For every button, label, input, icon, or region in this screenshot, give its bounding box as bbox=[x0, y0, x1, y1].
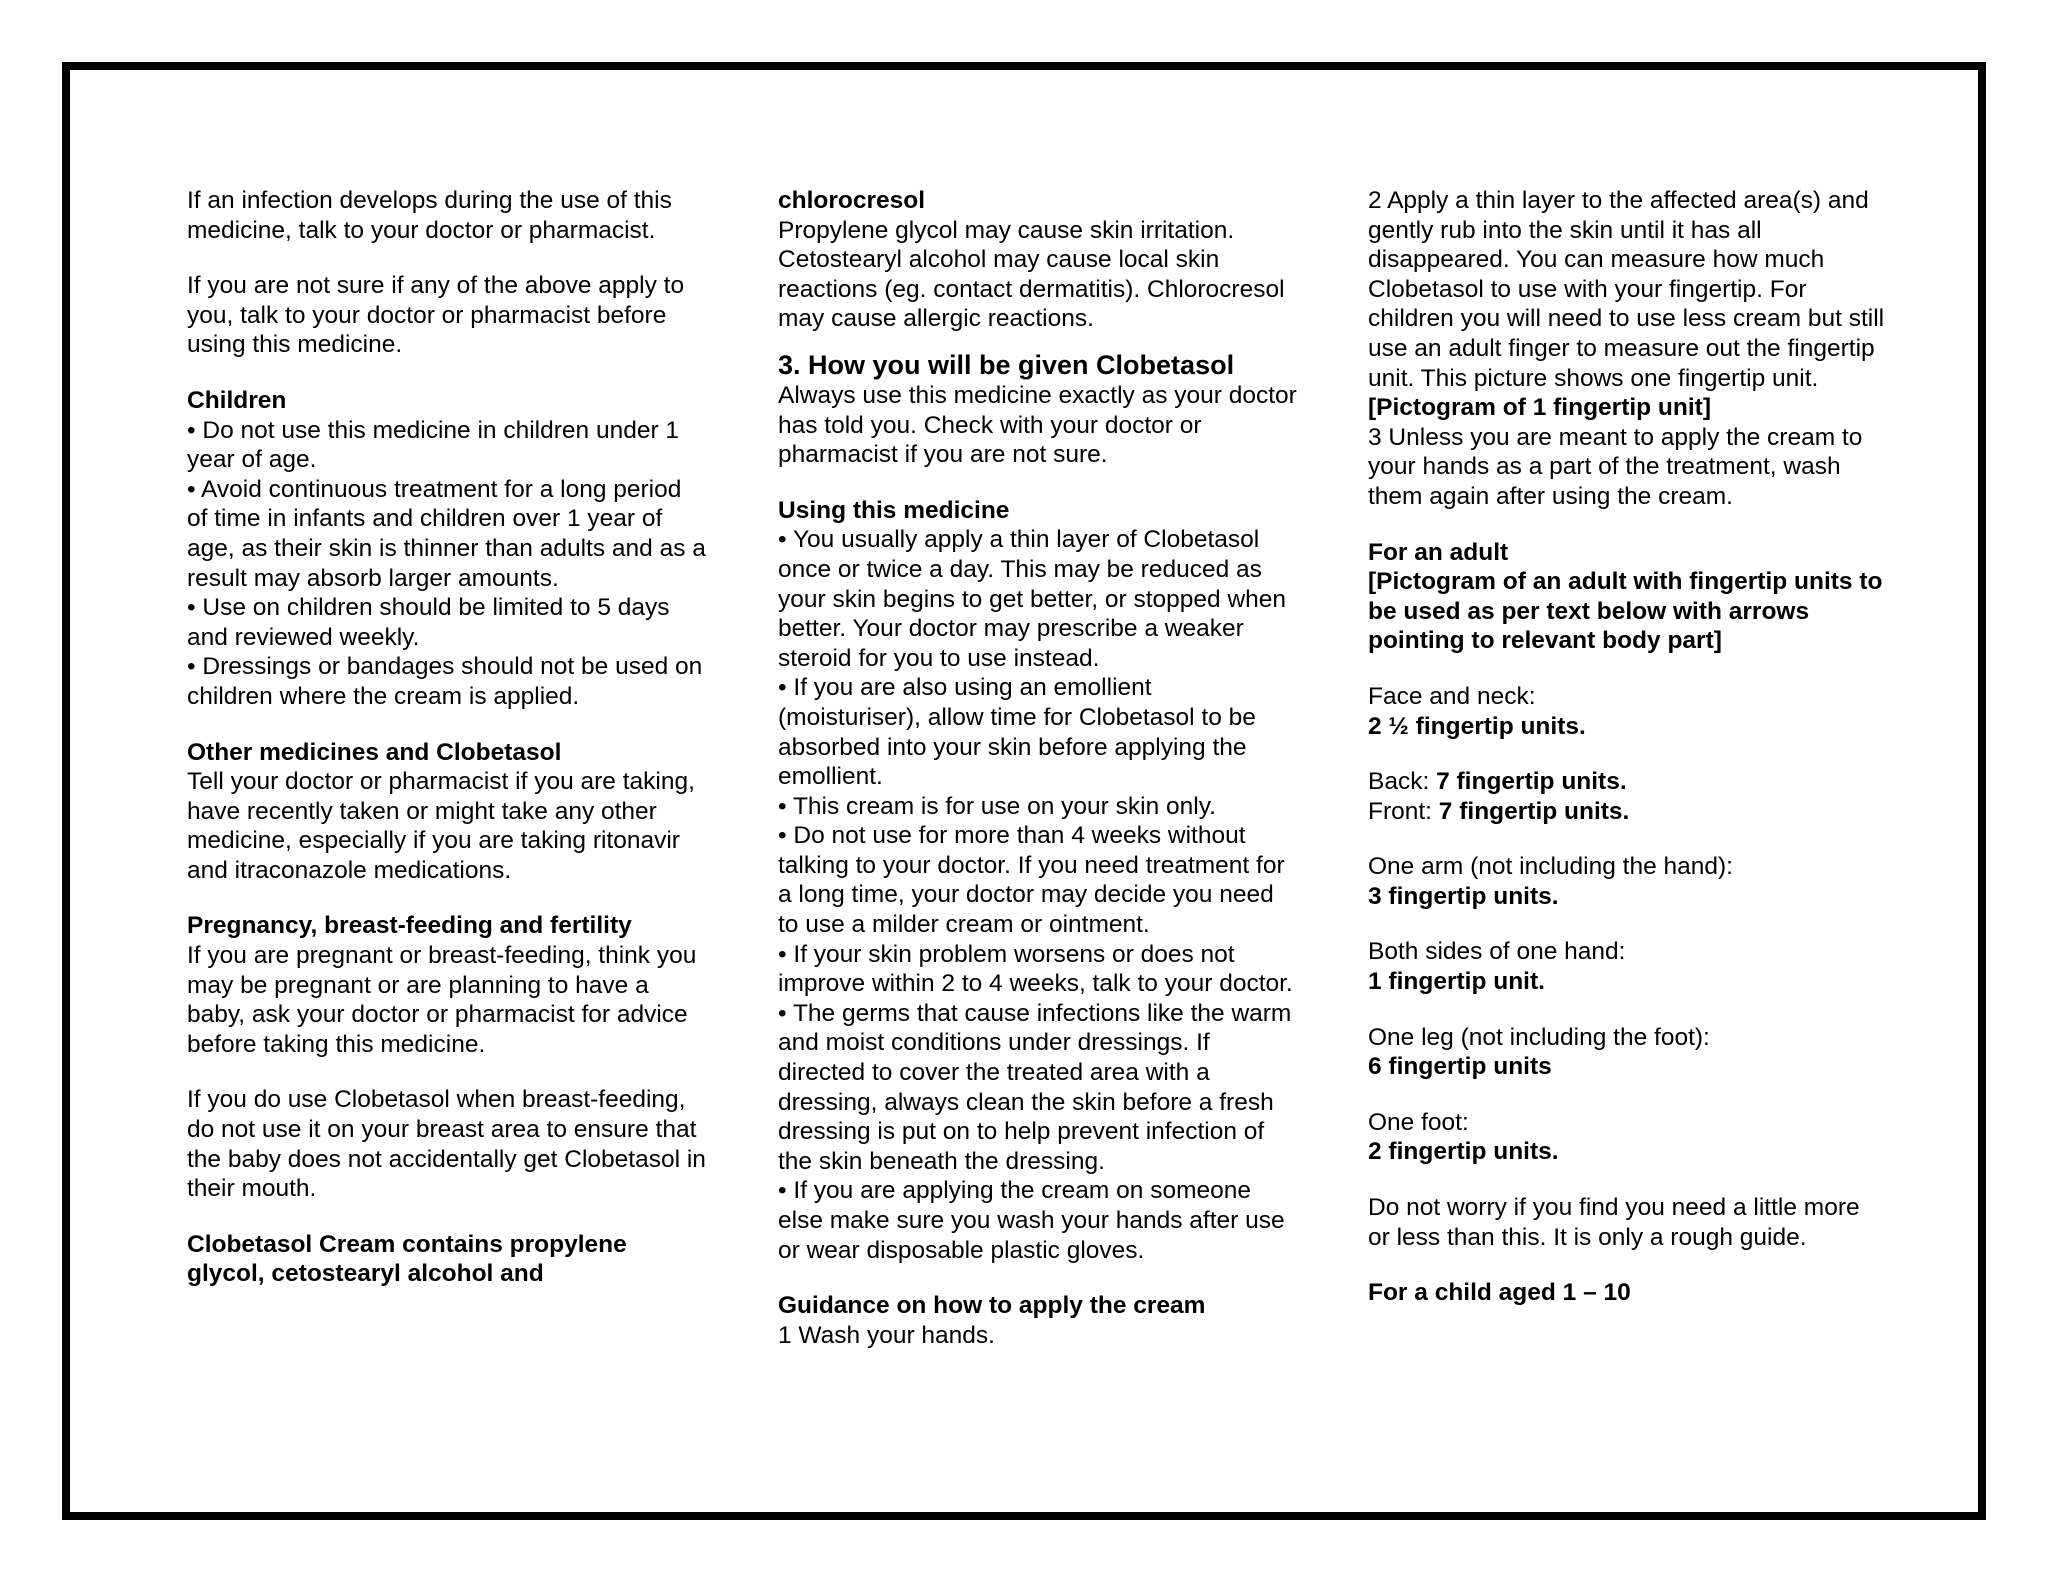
other-medicines-text: Tell your doctor or pharmacist if you are taking, have recently taken or might take any other medicine, especially if you are taking ritonavir and itraconazole medications. bbox=[187, 768, 695, 884]
column-left bbox=[187, 186, 707, 1289]
using-item: • This cream is for use on your skin only. bbox=[778, 792, 1216, 820]
dose-back bbox=[1368, 767, 1888, 797]
using-item: • You usually apply a thin layer of Clobetasol once or twice a day. This may be reduced as your skin begins to get better, or stopped when better. Your doctor may prescribe a weaker steroid for you to use instead. bbox=[778, 526, 1287, 672]
dose-label: One arm (not including the hand): bbox=[1368, 853, 1733, 881]
apply-steps bbox=[1368, 186, 1888, 512]
dose-value: 3 fingertip units. bbox=[1368, 882, 1559, 910]
section3-text: Always use this medicine exactly as your doctor has told you. Check with your doctor or pharmacist if you are not sure. bbox=[778, 381, 1297, 469]
using-item: • If your skin problem worsens or does not improve within 2 to 4 weeks, talk to your doctor. bbox=[778, 940, 1293, 998]
contains-heading-continued: chlorocresol bbox=[778, 187, 926, 214]
children-item: • Dressings or bandages should not be used on children where the cream is applied. bbox=[187, 653, 703, 710]
pregnancy-section bbox=[187, 911, 707, 1059]
children-item: • Use on children should be limited to 5 days and reviewed weekly. bbox=[187, 594, 670, 651]
guidance-section bbox=[778, 1291, 1298, 1350]
children-section bbox=[187, 386, 707, 712]
dose-label: One foot: bbox=[1368, 1108, 1469, 1136]
using-item: • The germs that cause infections like the warm and moist conditions under dressings. If directed to cover the treated area with a dressing, always clean the skin before a fresh dressing is put on to help prevent infection of the skin beneath the dressing. bbox=[778, 999, 1292, 1175]
dose-foot bbox=[1368, 1108, 1888, 1167]
guidance-step-1: 1 Wash your hands. bbox=[778, 1321, 995, 1349]
pictogram-fingertip-unit: [Pictogram of 1 fingertip unit] bbox=[1368, 394, 1711, 422]
using-heading: Using this medicine bbox=[778, 496, 1010, 524]
pregnancy-heading: Pregnancy, breast-feeding and fertility bbox=[187, 912, 632, 940]
column-middle bbox=[778, 186, 1298, 1350]
dose-label: Front: bbox=[1368, 797, 1439, 825]
dose-label: One leg (not including the foot): bbox=[1368, 1023, 1710, 1051]
contains-text: Propylene glycol may cause skin irritation. Cetostearyl alcohol may cause local skin reactions (eg. contact dermatitis). Chlorocresol may cause allergic reactions. bbox=[778, 216, 1285, 333]
dose-hand bbox=[1368, 937, 1888, 996]
guidance-step-2: 2 Apply a thin layer to the affected area(s) and gently rub into the skin until it has all disappeared. You can measure how much Clobetasol to use with your fingertip. For children you will need to use less cream but still use an adult finger to measure out the fingertip unit. This picture shows one fingertip unit. bbox=[1368, 187, 1885, 392]
dose-label: Both sides of one hand: bbox=[1368, 938, 1626, 966]
dose-back-front bbox=[1368, 767, 1888, 826]
contains-section bbox=[778, 186, 1298, 334]
dose-face bbox=[1368, 682, 1888, 741]
children-heading: Children bbox=[187, 386, 287, 414]
other-medicines-section bbox=[187, 738, 707, 886]
dose-value: 7 fingertip units. bbox=[1438, 797, 1630, 825]
other-medicines-heading: Other medicines and Clobetasol bbox=[187, 738, 562, 766]
dose-leg bbox=[1368, 1023, 1888, 1082]
dose-value: 2 ½ fingertip units. bbox=[1368, 712, 1586, 740]
pictogram-adult: [Pictogram of an adult with fingertip units to be used as per text below with arrows pointing to relevant body part] bbox=[1368, 568, 1883, 655]
children-item: • Avoid continuous treatment for a long period of time in infants and children over 1 year of age, as their skin is thinner than adults and as a result may absorb larger amounts. bbox=[187, 475, 706, 592]
dose-label: Face and neck: bbox=[1368, 682, 1536, 710]
adult-heading: For an adult bbox=[1368, 538, 1509, 566]
adult-section bbox=[1368, 538, 1888, 656]
using-item: • If you are applying the cream on someone else make sure you wash your hands after use or wear disposable plastic gloves. bbox=[778, 1177, 1285, 1264]
using-item: • If you are also using an emollient (moisturiser), allow time for Clobetasol to be absorbed into your skin before applying the emollient. bbox=[778, 674, 1256, 791]
column-right bbox=[1368, 186, 1888, 1308]
rough-guide-note: Do not worry if you find you need a little more or less than this. It is only a rough guide. bbox=[1368, 1194, 1860, 1251]
dose-label: Back: bbox=[1368, 768, 1437, 796]
dose-value: 1 fingertip unit. bbox=[1368, 968, 1545, 996]
dose-value: 7 fingertip units. bbox=[1436, 768, 1627, 796]
guidance-step-3: 3 Unless you are meant to apply the cream to your hands as a part of the treatment, wash them again after using the cream. bbox=[1368, 423, 1863, 510]
dose-arm bbox=[1368, 852, 1888, 911]
infection-paragraph: If an infection develops during the use of this medicine, talk to your doctor or pharmacist. bbox=[187, 187, 672, 244]
children-item: • Do not use this medicine in children under 1 year of age. bbox=[187, 416, 680, 474]
guidance-heading: Guidance on how to apply the cream bbox=[778, 1292, 1206, 1320]
using-section bbox=[778, 496, 1298, 1265]
dose-value: 6 fingertip units bbox=[1368, 1053, 1552, 1081]
section3 bbox=[778, 350, 1298, 470]
using-item: • Do not use for more than 4 weeks without talking to your doctor. If you need treatment for a long time, your doctor may decide you need to use a milder cream or ointment. bbox=[778, 822, 1285, 939]
pregnancy-text: If you are pregnant or breast-feeding, think you may be pregnant or are planning to have a baby, ask your doctor or pharmacist for advice before taking this medicine. bbox=[187, 942, 697, 1058]
dose-value: 2 fingertip units. bbox=[1368, 1138, 1559, 1166]
dose-front bbox=[1368, 797, 1888, 827]
contains-heading: Clobetasol Cream contains propylene glycol, cetostearyl alcohol and bbox=[187, 1230, 627, 1288]
breastfeeding-paragraph: If you do use Clobetasol when breast-feeding, do not use it on your breast area to ensure that the baby does not accidentally get Clobetasol in their mouth. bbox=[187, 1086, 706, 1203]
unsure-paragraph: If you are not sure if any of the above apply to you, talk to your doctor or pharmacist before using this medicine. bbox=[187, 272, 685, 359]
child-heading: For a child aged 1 – 10 bbox=[1368, 1279, 1631, 1307]
section3-heading: 3. How you will be given Clobetasol bbox=[778, 349, 1235, 380]
